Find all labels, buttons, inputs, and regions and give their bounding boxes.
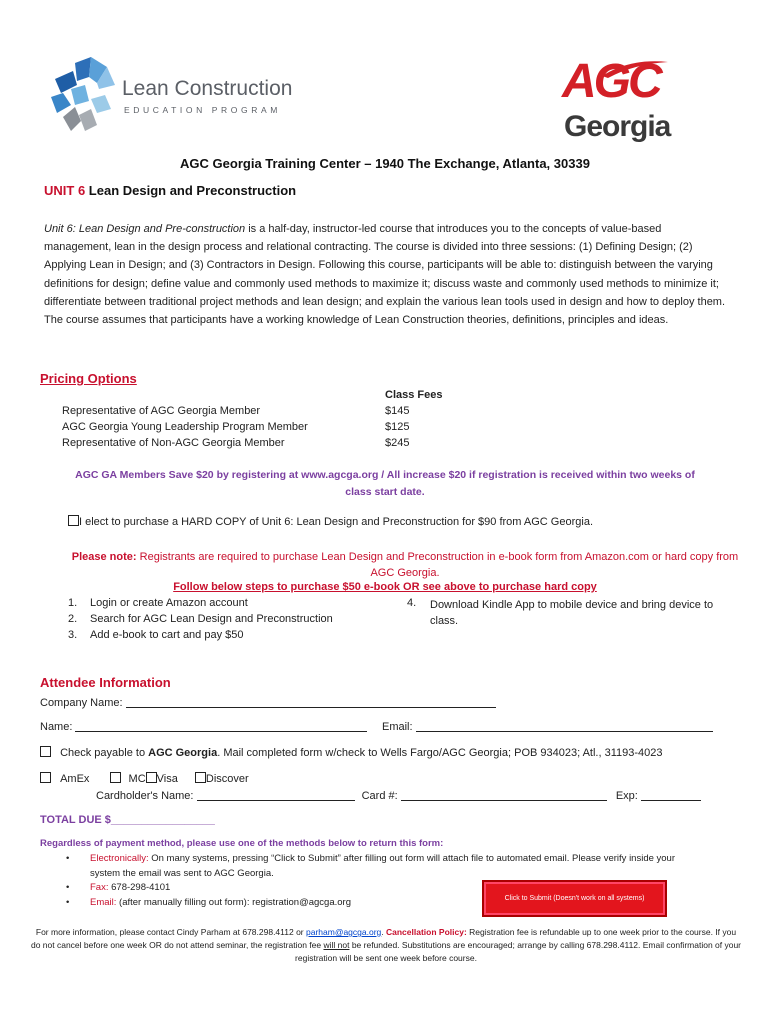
bullet: • — [66, 853, 70, 864]
attendee-information-title: Attendee Information — [40, 675, 171, 690]
contact-email-link[interactable]: parham@agcga.org — [306, 927, 382, 937]
step-item — [68, 613, 333, 625]
step-number: 1. — [68, 597, 78, 609]
agc-logo-georgia: Georgia — [564, 110, 671, 143]
email-label: Email: — [382, 721, 413, 733]
name-row — [40, 720, 367, 733]
step-text: Download Kindle App to mobile device and bring device to class. — [430, 599, 714, 627]
pricing-options-title: Pricing Options — [40, 371, 137, 386]
will-not-text: will not — [323, 940, 350, 950]
footer-part1: For more information, please contact Cindy Parham at 678.298.4112 or — [35, 927, 306, 937]
course-description — [44, 220, 730, 329]
fee-value: $245 — [385, 437, 410, 449]
list-item — [62, 852, 702, 881]
exp-label: Exp: — [615, 790, 638, 802]
training-center-title: AGC Georgia Training Center – 1940 The Exchange, Atlanta, 30339 — [180, 156, 590, 171]
footer-contact — [30, 926, 742, 965]
hardcopy-option — [68, 515, 593, 528]
fee-value: $125 — [385, 421, 410, 433]
unit-label: UNIT 6 — [44, 183, 86, 198]
footer-part3: Registration fee is refundable up to one week prior to the course. If you do not cancel before one week OR do not attend seminar, the registration fee — [30, 927, 737, 950]
course-description-body: is a half-day, instructor-led course that introduces you to the concepts of value-based management, lean in the design process and relational contracting. The course is divided into three sessions: (1) Defining Design; (2) Applying Lean in Design; and (3) Contractors in Design. Following this course, participants will be able to: distinguish between the varying definitions for design; define value and commonly used methods to maximize it; discuss waste and commonly used methods to minimize it; differentiate between traditional project methods and lean design; and explain the various lean tools used in design and how to deploy them. The course assumes that participants have a working knowledge of Lean Construction theories, definitions, principles and ideas. — [44, 223, 726, 327]
lean-logo-title: Lean Construction — [122, 77, 293, 100]
step-number: 3. — [68, 629, 78, 641]
step-item — [68, 629, 244, 641]
card-details-row — [96, 789, 701, 802]
step-text: Add e-book to cart and pay $50 — [90, 629, 244, 641]
method-text: (after manually filling out form): registration@agcga.org — [116, 896, 351, 908]
step-item — [68, 597, 248, 609]
member-promo: AGC GA Members Save $20 by registering at www.agcga.org / All increase $20 if registration is received within two weeks of class start date. — [75, 469, 695, 498]
unit-title: Lean Design and Preconstruction — [88, 183, 297, 198]
step-number: 2. — [68, 613, 78, 625]
step-number: 4. — [407, 597, 417, 609]
check-payment-row — [40, 746, 663, 759]
method-text: On many systems, pressing “Click to Submit” after filling out form will attach file to automated email. Please verify inside your system the email was sent to AGC Georgia. — [90, 853, 676, 879]
amex-checkbox[interactable] — [40, 772, 51, 783]
return-methods-heading: Regardless of payment method, please use one of the methods below to return this form: — [40, 838, 444, 849]
steps-heading: Follow below steps to purchase $50 e-book OR see above to purchase hard copy — [173, 581, 597, 593]
class-fees-header: Class Fees — [385, 389, 443, 401]
note-label: Please note: — [71, 551, 137, 563]
step-item — [407, 597, 737, 629]
note-text: Registrants are required to purchase Lean Design and Preconstruction in e-book form from Amazon.com or hard copy from AGC Georgia. — [136, 551, 739, 579]
discover-label: Discover — [205, 773, 249, 785]
exp-field[interactable] — [641, 789, 701, 801]
hardcopy-checkbox[interactable] — [68, 515, 79, 526]
company-name-label: Company Name: — [40, 697, 123, 709]
agc-logo-text: AGC — [562, 55, 660, 108]
visa-checkbox[interactable] — [146, 772, 157, 783]
step-text: Login or create Amazon account — [90, 597, 248, 609]
card-number-label: Card #: — [361, 790, 398, 802]
check-payment-post: . Mail completed form w/check to Wells Fargo/AGC Georgia; POB 934023; Atl., 31193-4023 — [217, 747, 663, 759]
email-field[interactable] — [416, 720, 713, 732]
lean-construction-logo — [45, 55, 293, 135]
cardholder-field[interactable] — [197, 789, 355, 801]
discover-checkbox[interactable] — [195, 772, 206, 783]
card-type-row — [40, 772, 249, 785]
click-to-submit-button[interactable]: Click to Submit (Doesn't work on all systems) — [482, 880, 667, 917]
course-italic-title: Unit 6: Lean Design and Pre-construction — [44, 223, 246, 235]
company-name-field[interactable] — [126, 696, 496, 708]
name-field[interactable] — [75, 720, 367, 732]
step-text: Search for AGC Lean Design and Preconstruction — [90, 613, 333, 625]
card-number-field[interactable] — [401, 789, 607, 801]
company-name-row — [40, 696, 496, 709]
mc-label: MC — [128, 773, 146, 785]
method-label: Electronically: — [90, 853, 149, 864]
method-text: 678-298-4101 — [108, 882, 171, 893]
check-payment-bold: AGC Georgia — [148, 747, 218, 759]
amex-label: AmEx — [60, 773, 90, 785]
check-payment-checkbox[interactable] — [40, 746, 51, 757]
email-row — [382, 720, 713, 733]
fee-label: Representative of AGC Georgia Member — [62, 405, 261, 417]
unit-heading — [44, 183, 296, 198]
bullet: • — [66, 882, 70, 893]
bullet: • — [66, 896, 70, 908]
cancellation-policy-label: Cancellation Policy: — [386, 927, 467, 937]
check-payment-pre: Check payable to — [60, 747, 149, 759]
fee-value: $145 — [385, 405, 410, 417]
footer-part4: be refunded. Substitutions are encouraged; arrange by calling 678.298.4112. Email confirmation of your registration will be sent one week before course. — [295, 940, 742, 963]
total-due: TOTAL DUE $_________________ — [40, 814, 215, 826]
name-label: Name: — [40, 721, 73, 733]
mc-checkbox[interactable] — [110, 772, 121, 783]
method-label: Fax: — [90, 882, 109, 893]
fee-label: Representative of Non-AGC Georgia Member — [62, 437, 285, 449]
visa-label: Visa — [156, 773, 178, 785]
agc-georgia-logo — [560, 55, 680, 150]
fee-label: AGC Georgia Young Leadership Program Member — [62, 421, 308, 433]
please-note — [60, 549, 750, 581]
lean-logo-subtitle: EDUCATION PROGRAM — [124, 105, 281, 115]
footer-part2: . — [381, 927, 386, 937]
hardcopy-label: I elect to purchase a HARD COPY of Unit 6: Lean Design and Preconstruction for $90 from AGC Georgia. — [79, 516, 593, 528]
lean-pinwheel-icon — [45, 55, 123, 135]
cardholder-label: Cardholder's Name: — [96, 790, 194, 802]
method-label: Email: — [90, 896, 117, 908]
